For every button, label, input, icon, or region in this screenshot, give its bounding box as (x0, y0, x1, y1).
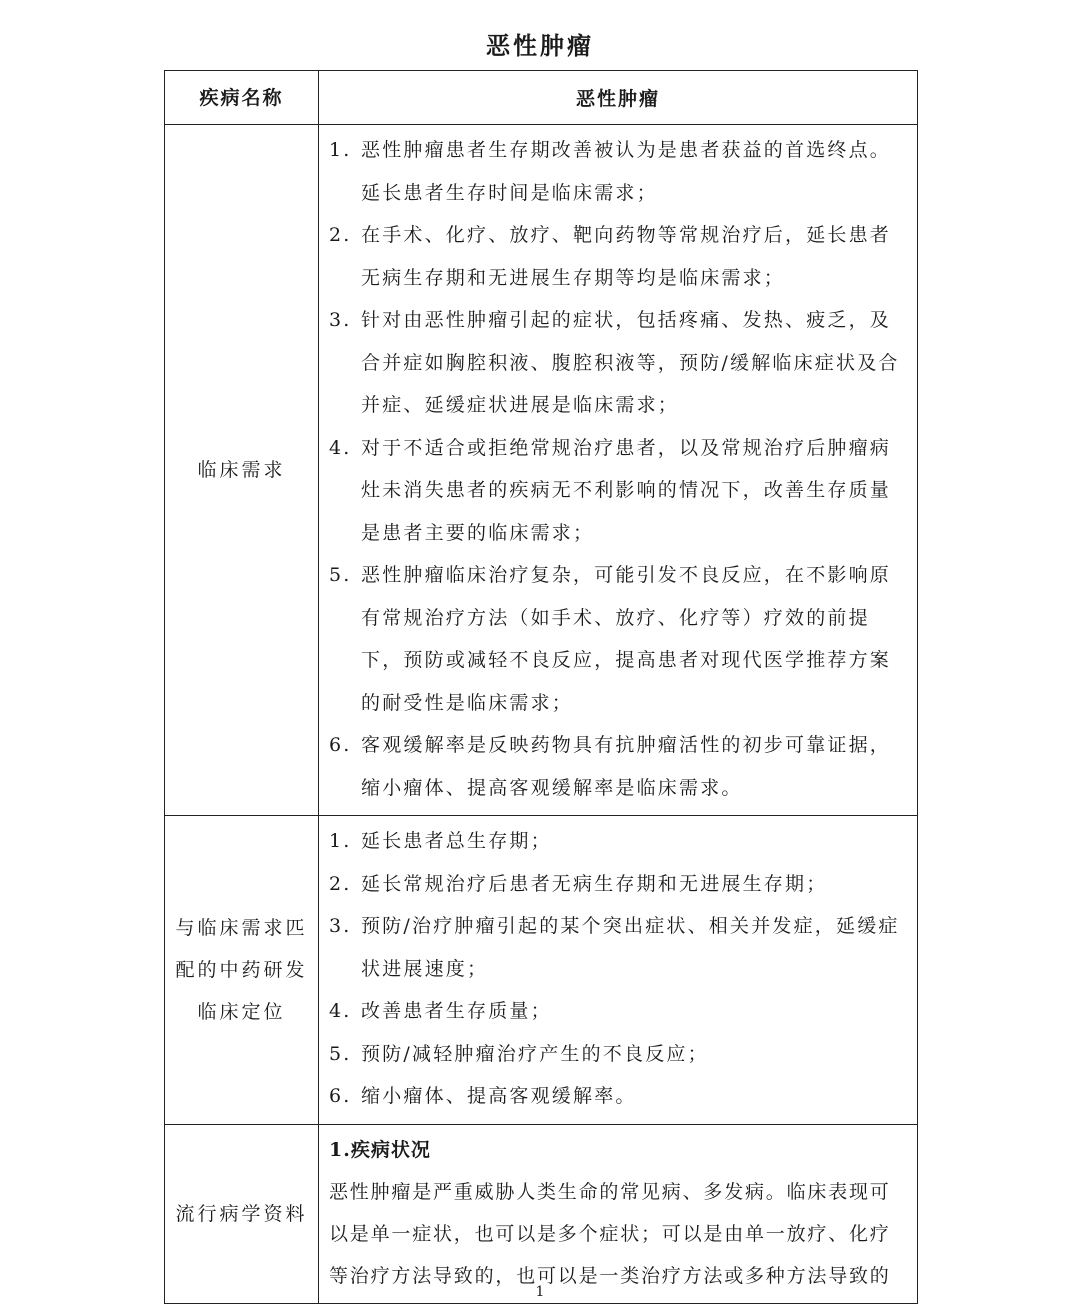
clinical-needs-list (329, 129, 905, 809)
item-number: 2. (329, 872, 352, 895)
list-item (329, 129, 905, 214)
item-text: 延长常规治疗后患者无病生存期和无进展生存期； (361, 872, 828, 895)
list-item (329, 820, 905, 863)
epidemiology-paragraph: 恶性肿瘤是严重威胁人类生命的常见病、多发病。临床表现可以是单一症状，也可以是多个症状；可以是由单一放疗、化疗等治疗方法导致的，也可以是一类治疗方法或多种方法导致的 (329, 1180, 891, 1287)
positioning-label: 与临床需求匹配的中药研发临床定位 (165, 816, 319, 1125)
list-item (329, 299, 905, 427)
item-number: 4. (329, 436, 352, 459)
positioning-list (329, 820, 905, 1118)
epidemiology-content (319, 1124, 918, 1303)
header-label-cell: 疾病名称 (165, 71, 319, 125)
item-number: 3. (329, 309, 352, 331)
item-text: 延长患者总生存期； (361, 830, 552, 852)
item-text: 恶性肿瘤患者生存期改善被认为是患者获益的首选终点。延长患者生存时间是临床需求； (361, 139, 892, 204)
section-heading: 1.疾病状况 (329, 1138, 431, 1161)
item-text: 针对由恶性肿瘤引起的症状，包括疼痛、发热、疲乏，及合并症如胸腔积液、腹腔积液等，预防/缓解临床症状及合并症、延缓症状进展是临床需求； (361, 309, 900, 416)
document-title: 恶性肿瘤 (486, 31, 594, 60)
item-text: 改善患者生存质量； (361, 1000, 552, 1022)
list-item (329, 427, 905, 555)
list-item (329, 554, 905, 724)
item-number: 2. (329, 224, 352, 246)
header-value-cell: 恶性肿瘤 (319, 71, 918, 125)
item-number: 1. (329, 830, 352, 852)
page-number: 1 (535, 1284, 545, 1300)
item-text: 缩小瘤体、提高客观缓解率。 (361, 1085, 637, 1107)
positioning-row (165, 816, 918, 1125)
item-number: 6. (329, 1085, 352, 1107)
list-item (329, 863, 905, 906)
positioning-content (319, 816, 918, 1125)
item-number: 5. (329, 564, 352, 586)
list-item (329, 990, 905, 1033)
item-text: 客观缓解率是反映药物具有抗肿瘤活性的初步可靠证据，缩小瘤体、提高客观缓解率是临床需求。 (361, 734, 892, 799)
list-item (329, 905, 905, 990)
epidemiology-row (165, 1124, 918, 1303)
item-text: 在手术、化疗、放疗、靶向药物等常规治疗后，延长患者无病生存期和无进展生存期等均是临床需求； (361, 224, 892, 289)
epidemiology-label: 流行病学资料 (165, 1124, 319, 1303)
list-item (329, 1033, 905, 1076)
item-number: 1. (329, 139, 352, 161)
item-number: 3. (329, 915, 352, 937)
item-text: 预防/减轻肿瘤治疗产生的不良反应； (361, 1042, 709, 1065)
item-number: 6. (329, 734, 352, 756)
table-header-row (165, 71, 918, 125)
clinical-needs-row (165, 125, 918, 816)
list-item (329, 214, 905, 299)
list-item (329, 1075, 905, 1118)
clinical-needs-label: 临床需求 (165, 125, 319, 816)
item-number: 5. (329, 1042, 352, 1065)
item-text: 预防/治疗肿瘤引起的某个突出症状、相关并发症，延缓症状进展速度； (361, 915, 900, 980)
list-item (329, 724, 905, 809)
disease-table (164, 70, 918, 1304)
item-text: 恶性肿瘤临床治疗复杂，可能引发不良反应，在不影响原有常规治疗方法（如手术、放疗、化疗等）疗效的前提下，预防或减轻不良反应，提高患者对现代医学推荐方案的耐受性是临床需求； (361, 564, 892, 714)
item-text: 对于不适合或拒绝常规治疗患者，以及常规治疗后肿瘤病灶未消失患者的疾病无不利影响的情况下，改善生存质量是患者主要的临床需求； (361, 436, 892, 544)
item-number: 4. (329, 1000, 352, 1022)
clinical-needs-content (319, 125, 918, 816)
